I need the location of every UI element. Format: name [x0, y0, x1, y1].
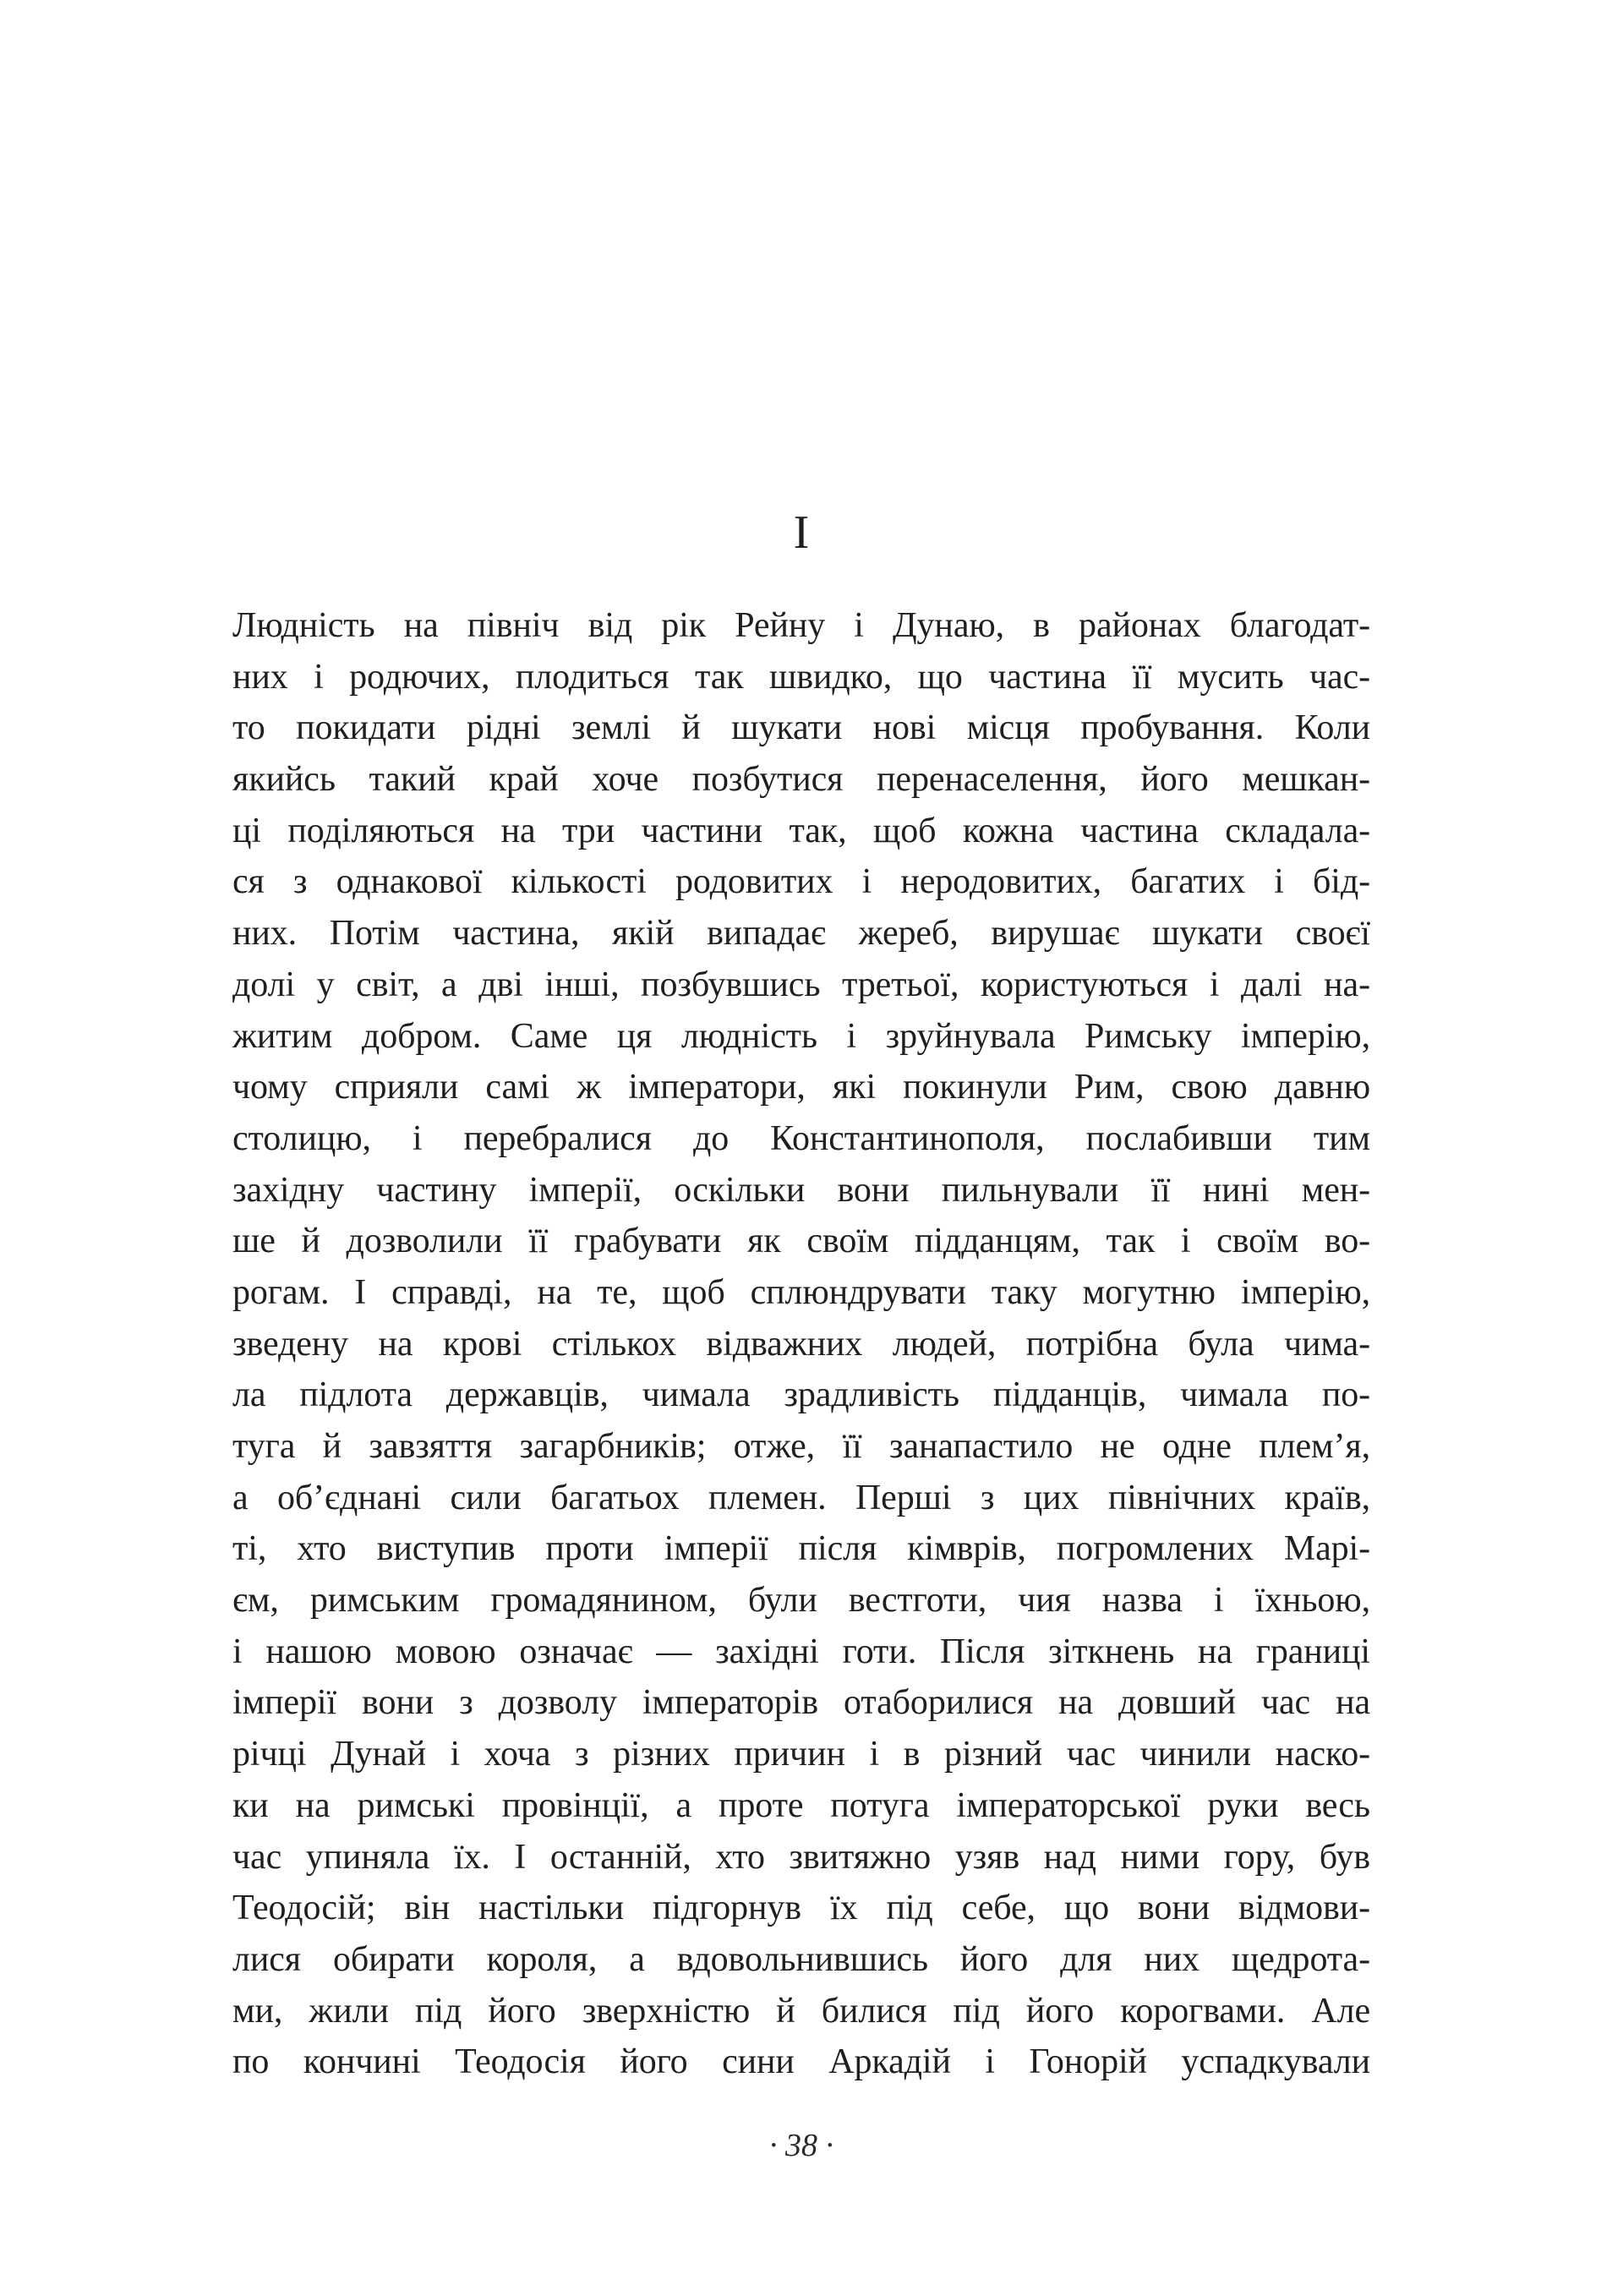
body-line: час упиняла їх. І останній, хто звитяжно узяв над ними гору, був — [232, 1837, 1370, 1877]
body-line: то покидати рідні землі й шукати нові місця пробування. Коли — [232, 708, 1370, 748]
body-line: житим добром. Саме ця людність і зруйнувала Римську імперію, — [232, 1016, 1370, 1056]
body-line: імперії вони з дозволу імператорів отаборилися на довший час на — [232, 1683, 1370, 1723]
body-text — [232, 600, 1370, 2088]
body-line: них і родючих, плодиться так швидко, що частина її мусить час- — [232, 657, 1370, 697]
page-number: · 38 · — [769, 2128, 833, 2163]
body-line: долі у світ, а дві інші, позбувшись третьої, користуються і далі на- — [232, 965, 1370, 1004]
body-line: ше й дозволили її грабувати як своїм підданцям, так і своїм во- — [232, 1222, 1370, 1261]
body-line: рогам. І справді, на те, щоб сплюндрувати таку могутню імперію, — [232, 1272, 1370, 1312]
body-line: і нашою мовою означає — західні готи. Після зіткнень на границі — [232, 1632, 1370, 1671]
body-line: них. Потім частина, якій випадає жереб, вирушає шукати своєї — [232, 914, 1370, 954]
body-line: столицю, і перебралися до Константинополя, послабивши тим — [232, 1118, 1370, 1158]
body-line: лися обирати короля, а вдовольнившись його для них щедрота- — [232, 1939, 1370, 1979]
chapter-number-heading: І — [793, 506, 810, 559]
body-line: туга й завзяття загарбників; отже, її занапастило не одне плем’я, — [232, 1427, 1370, 1466]
body-line: Людність на північ від рік Рейну і Дунаю, в районах благодат- — [232, 606, 1370, 645]
body-line: єм, римським громадянином, були вестготи, чия назва і їхньою, — [232, 1581, 1370, 1621]
body-line: ки на римські провінції, а проте потуга імператорської руки весь — [232, 1785, 1370, 1825]
body-line: ті, хто виступив проти імперії після кімврів, погромлених Марі- — [232, 1529, 1370, 1569]
body-line: Теодосій; він настільки підгорнув їх під себе, що вони відмови- — [232, 1889, 1370, 1928]
body-line: ми, жили під його зверхністю й билися під його корогвами. Але — [232, 1991, 1370, 2031]
body-line: якийсь такий край хоче позбутися перенаселення, його мешкан- — [232, 760, 1370, 800]
body-line: ла підлота державців, чимала зрадливість підданців, чимала по- — [232, 1375, 1370, 1415]
body-line: ся з однакової кількості родовитих і неродовитих, багатих і бід- — [232, 862, 1370, 902]
body-line: західну частину імперії, оскільки вони пильнували її нині мен- — [232, 1170, 1370, 1210]
body-line: чому сприяли самі ж імператори, які покинули Рим, свою давню — [232, 1068, 1370, 1107]
body-line: а об’єднані сили багатьох племен. Перші з цих північних країв, — [232, 1478, 1370, 1517]
body-line: зведену на крові стількох відважних людей, потрібна була чима- — [232, 1324, 1370, 1364]
body-line: ці поділяються на три частини так, щоб кожна частина складала- — [232, 811, 1370, 850]
body-line: річці Дунай і хоча з різних причин і в різний час чинили наско- — [232, 1735, 1370, 1774]
body-line: по кончині Теодосія його сини Аркадій і Гонорій успадкували — [232, 2042, 1370, 2082]
